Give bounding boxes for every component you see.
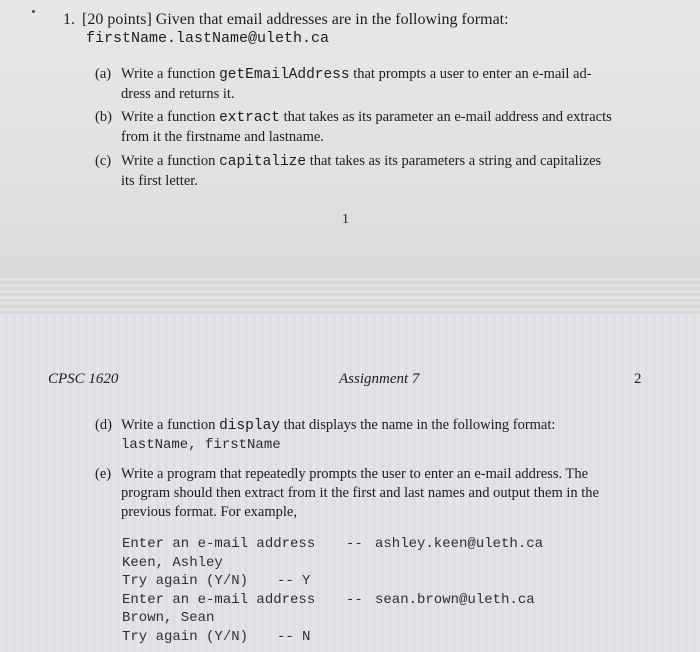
part-label: (c)	[95, 153, 112, 169]
question-text: Given that email addresses are in the following format:	[155, 11, 509, 28]
example-line: Enter an e-mail address -- sean.brown@uleth.ca	[122, 591, 535, 608]
part-e	[95, 465, 675, 525]
example-line: Try again (Y/N) -- Y	[122, 573, 311, 589]
function-name: getEmailAddress	[219, 67, 350, 83]
part-c	[95, 152, 665, 190]
part-c-text: Write a function capitalize that takes as its parameters a string and capitalizes its first letter.	[121, 153, 602, 189]
part-label: (e)	[95, 466, 112, 482]
example-line: Enter an e-mail address -- ashley.keen@uleth.ca	[122, 536, 544, 552]
page-number: 1	[342, 212, 349, 227]
part-a	[95, 65, 665, 103]
name-format: lastName, firstName	[121, 437, 281, 453]
assignment-header: Assignment 7	[339, 371, 420, 387]
example-line: Keen, Ashley	[122, 554, 223, 571]
part-b	[95, 108, 665, 146]
part-label: (b)	[95, 109, 112, 125]
part-b-text: Write a function extract that takes as its parameter an e-mail address and extracts from it the firstname and lastname.	[121, 109, 612, 145]
example-line: Try again (Y/N) -- N	[122, 628, 311, 645]
part-label: (d)	[95, 417, 112, 433]
example-line: Brown, Sean	[122, 610, 215, 626]
example-output	[122, 536, 682, 647]
part-d	[95, 416, 675, 458]
email-format: firstName.lastName@uleth.ca	[86, 30, 330, 47]
page-separator	[0, 275, 700, 315]
question-heading	[63, 10, 509, 30]
margin-dot-mark	[32, 10, 35, 13]
question-points: [20 points]	[82, 11, 152, 28]
function-name: capitalize	[219, 154, 307, 170]
question-number: 1.	[63, 11, 75, 28]
part-d-text: Write a function display that displays the name in the following format: lastName, firstName	[121, 416, 675, 455]
page-number: 2	[634, 371, 642, 387]
function-name: extract	[219, 110, 280, 126]
part-e-text: Write a program that repeatedly prompts the user to enter an e-mail address. The program should then extract from it the first and last names and output them in the previous format. For example,	[121, 466, 599, 520]
part-label: (a)	[95, 66, 112, 82]
course-header: CPSC 1620	[48, 371, 119, 387]
part-a-text: Write a function getEmailAddress that prompts a user to enter an e-mail ad- dress and returns it.	[121, 66, 592, 102]
function-name: display	[219, 418, 280, 434]
